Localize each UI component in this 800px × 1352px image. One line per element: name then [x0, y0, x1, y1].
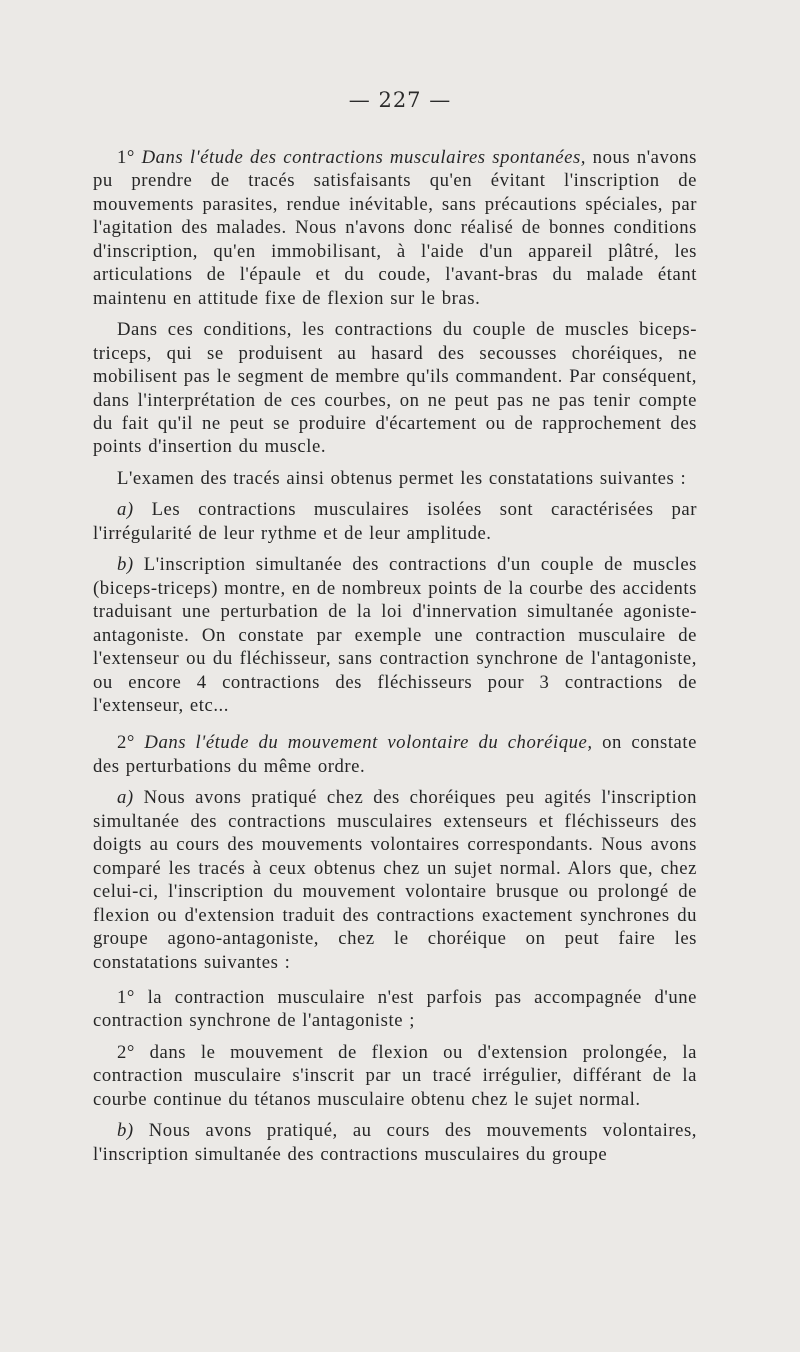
paragraph-9	[93, 1041, 697, 1111]
page-body	[93, 146, 697, 1166]
list-marker: b)	[117, 554, 134, 576]
paragraph-3	[93, 467, 697, 490]
paragraph-10	[93, 1119, 697, 1166]
paragraph-text: L'examen des tracés ainsi obtenus permet les constatations suivantes :	[117, 467, 687, 489]
paragraph-text: 2° dans le mouvement de flexion ou d'extension prolongée, la contraction musculaire s'inscrit par un tracé irrégulier, différant de la courbe continue du tétanos musculaire obtenu chez le sujet normal.	[93, 1041, 697, 1110]
page-number: — 227 —	[348, 88, 452, 112]
paragraph-text: Nous avons pratiqué, au cours des mouvements volontaires, l'inscription simultanée des contractions musculaires du groupe	[93, 1120, 697, 1165]
paragraph-text: Nous avons pratiqué chez des choréiques peu agités l'inscription simultanée des contractions musculaires extenseurs et fléchisseurs des doigts au cours des mouvements volontaires correspondants. Nous avons comparé les tracés à ceux obtenus chez un sujet normal. Alors que, chez celui-ci, l'inscription du mouvement volontaire brusque ou prolongé de flexion ou d'extension traduit des contractions exactement synchrones du groupe agono-antagoniste, chez le choréique on peut faire les constatations suivantes :	[93, 787, 697, 973]
paragraph-text: Dans ces conditions, les contractions du couple de muscles biceps-triceps, qui se produisent au hasard des secousses choréiques, ne mobilisent pas le segment de membre qu'ils commandent. Par conséquent, dans l'interprétation de ces courbes, on ne peut pas ne pas tenir compte du fait qu'il ne peut se produire d'écartement ou de rapprochement des points d'insertion du muscle.	[93, 319, 697, 458]
section-heading: Dans l'étude des contractions musculaires spontanées,	[141, 147, 587, 168]
paragraph-text: 1° la contraction musculaire n'est parfois pas accompagnée d'une contraction synchrone de l'antagoniste ;	[93, 986, 697, 1032]
paragraph-text: on constate des perturbations du même ordre.	[93, 732, 697, 777]
paragraph-text: nous n'avons pu prendre de tracés satisfaisants qu'en évitant l'inscription de mouvements parasites, rendue inévitable, sans précautions spéciales, par l'agitation des malades. Nous n'avons donc réalisé de bonnes conditions d'inscription, qu'en immobilisant, à l'aide d'un appareil plâtré, les articulations de l'épaule et du coude, l'avant-bras du malade étant maintenu en attitude fixe de flexion sur le bras.	[93, 147, 697, 309]
paragraph-8	[93, 986, 697, 1033]
paragraph-1	[93, 146, 697, 310]
paragraph-2	[93, 318, 697, 459]
section-number: 2°	[117, 732, 145, 754]
paragraph-5	[93, 553, 697, 717]
list-marker: b)	[117, 1120, 134, 1142]
paragraph-text: L'inscription simultanée des contractions d'un couple de muscles (biceps-triceps) montre, en de nombreux points de la courbe des accidents traduisant une perturbation de la loi d'innervation simultanée agoniste-antagoniste. On constate par exemple une contraction musculaire de l'extenseur ou du fléchisseur, sans contraction synchrone de l'antagoniste, ou encore 4 contractions des fléchisseurs pour 3 contractions de l'extenseur, etc...	[93, 554, 697, 716]
paragraph-4	[93, 498, 697, 545]
section-number: 1°	[117, 147, 142, 168]
paragraph-text: Les contractions musculaires isolées sont caractérisées par l'irrégularité de leur rythme et de leur amplitude.	[93, 499, 697, 544]
list-marker: a)	[117, 499, 134, 521]
paragraph-7	[93, 786, 697, 974]
list-marker: a)	[117, 787, 134, 809]
section-heading: Dans l'étude du mouvement volontaire du choréique,	[144, 732, 593, 754]
paragraph-6	[93, 731, 697, 778]
